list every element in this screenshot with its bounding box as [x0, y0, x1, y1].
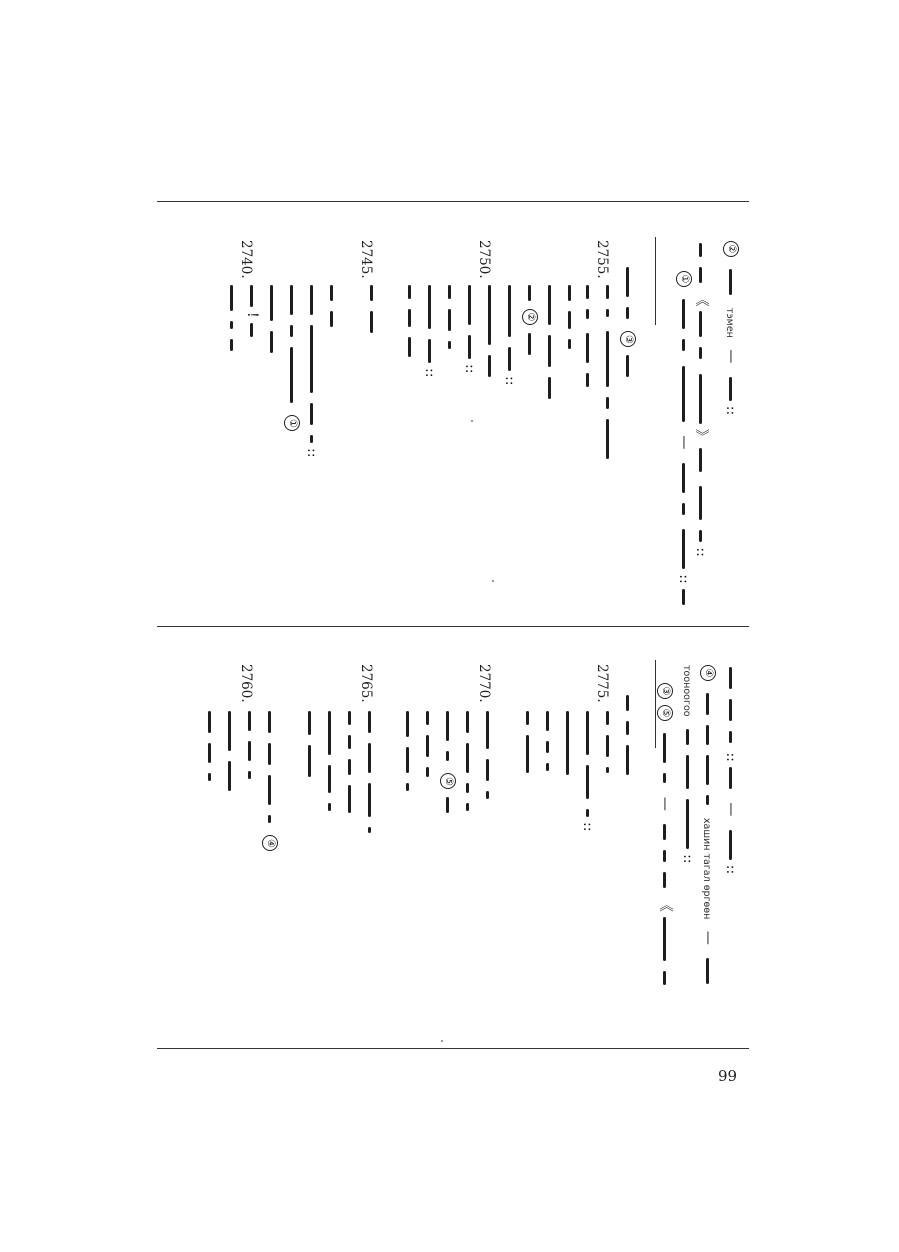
verse-line: ! [244, 280, 260, 342]
footnote-line: ③⑤ — 《 [656, 680, 676, 990]
speck [492, 580, 494, 582]
footnote-separator-upper [655, 237, 656, 325]
verse-line [242, 706, 258, 784]
verse-line [400, 706, 416, 796]
verse-line [324, 280, 340, 332]
speck [471, 420, 473, 422]
footnote-line: :: — :: [723, 662, 739, 874]
verse-line [480, 706, 496, 804]
verse-line [364, 280, 380, 338]
verse-line [620, 690, 636, 780]
footnote-line: ② тэмен — :: [723, 238, 739, 415]
line-number: 2740. [238, 240, 254, 279]
verse-line: :: [502, 280, 518, 385]
verse-line: :: [462, 280, 478, 373]
top-rule [157, 201, 749, 202]
verse-line [482, 280, 498, 382]
verse-line [540, 706, 556, 776]
verse-line [560, 706, 576, 780]
page-number: 99 [718, 1067, 738, 1085]
footnote-marker: ② [723, 241, 739, 257]
verse-line [520, 706, 536, 778]
verse-line [302, 706, 318, 782]
verse-line [600, 280, 616, 464]
verse-line: ⑤ [440, 706, 456, 818]
verse-line [322, 706, 338, 816]
verse-line [442, 280, 458, 354]
verse-line [202, 706, 218, 786]
verse-line [580, 280, 596, 392]
verse-line [402, 280, 418, 362]
verse-line [562, 280, 578, 354]
bottom-rule [157, 1048, 749, 1049]
verse-line: ① [284, 280, 300, 434]
middle-rule [157, 626, 749, 627]
cyrillic-gloss: хашин тагал өргөөн [701, 817, 712, 920]
verse-line: ② [522, 280, 538, 360]
verse-line [264, 280, 280, 358]
footnote-line: тооноогоо :: [680, 665, 696, 864]
verse-line [342, 706, 358, 818]
verse-line [600, 706, 616, 778]
footnote-line: ④ хашин тагал өргөөн — [700, 662, 716, 989]
line-number: 2770. [476, 664, 492, 703]
line-number: 2775. [594, 664, 610, 703]
line-number: 2755. [594, 240, 610, 279]
verse-line [420, 706, 436, 782]
footnote-line: ① — :: [676, 268, 692, 610]
line-number: 2760. [238, 664, 254, 703]
verse-line: :: [422, 280, 438, 377]
verse-line [542, 280, 558, 404]
line-number: 2765. [358, 664, 374, 703]
verse-line: ③ [620, 262, 636, 382]
verse-line: :: [304, 280, 320, 457]
line-number: 2750. [476, 240, 492, 279]
verse-line [460, 706, 476, 816]
verse-line [222, 706, 238, 796]
speck [441, 1040, 443, 1042]
verse-line: :: [580, 706, 596, 831]
verse-line: ④ [262, 706, 278, 854]
verse-line [362, 706, 378, 838]
verse-line [224, 280, 240, 356]
cyrillic-gloss: тэмен [724, 307, 735, 338]
line-number: 2745. [358, 240, 374, 279]
footnote-line: 《 》 :: [692, 238, 712, 557]
